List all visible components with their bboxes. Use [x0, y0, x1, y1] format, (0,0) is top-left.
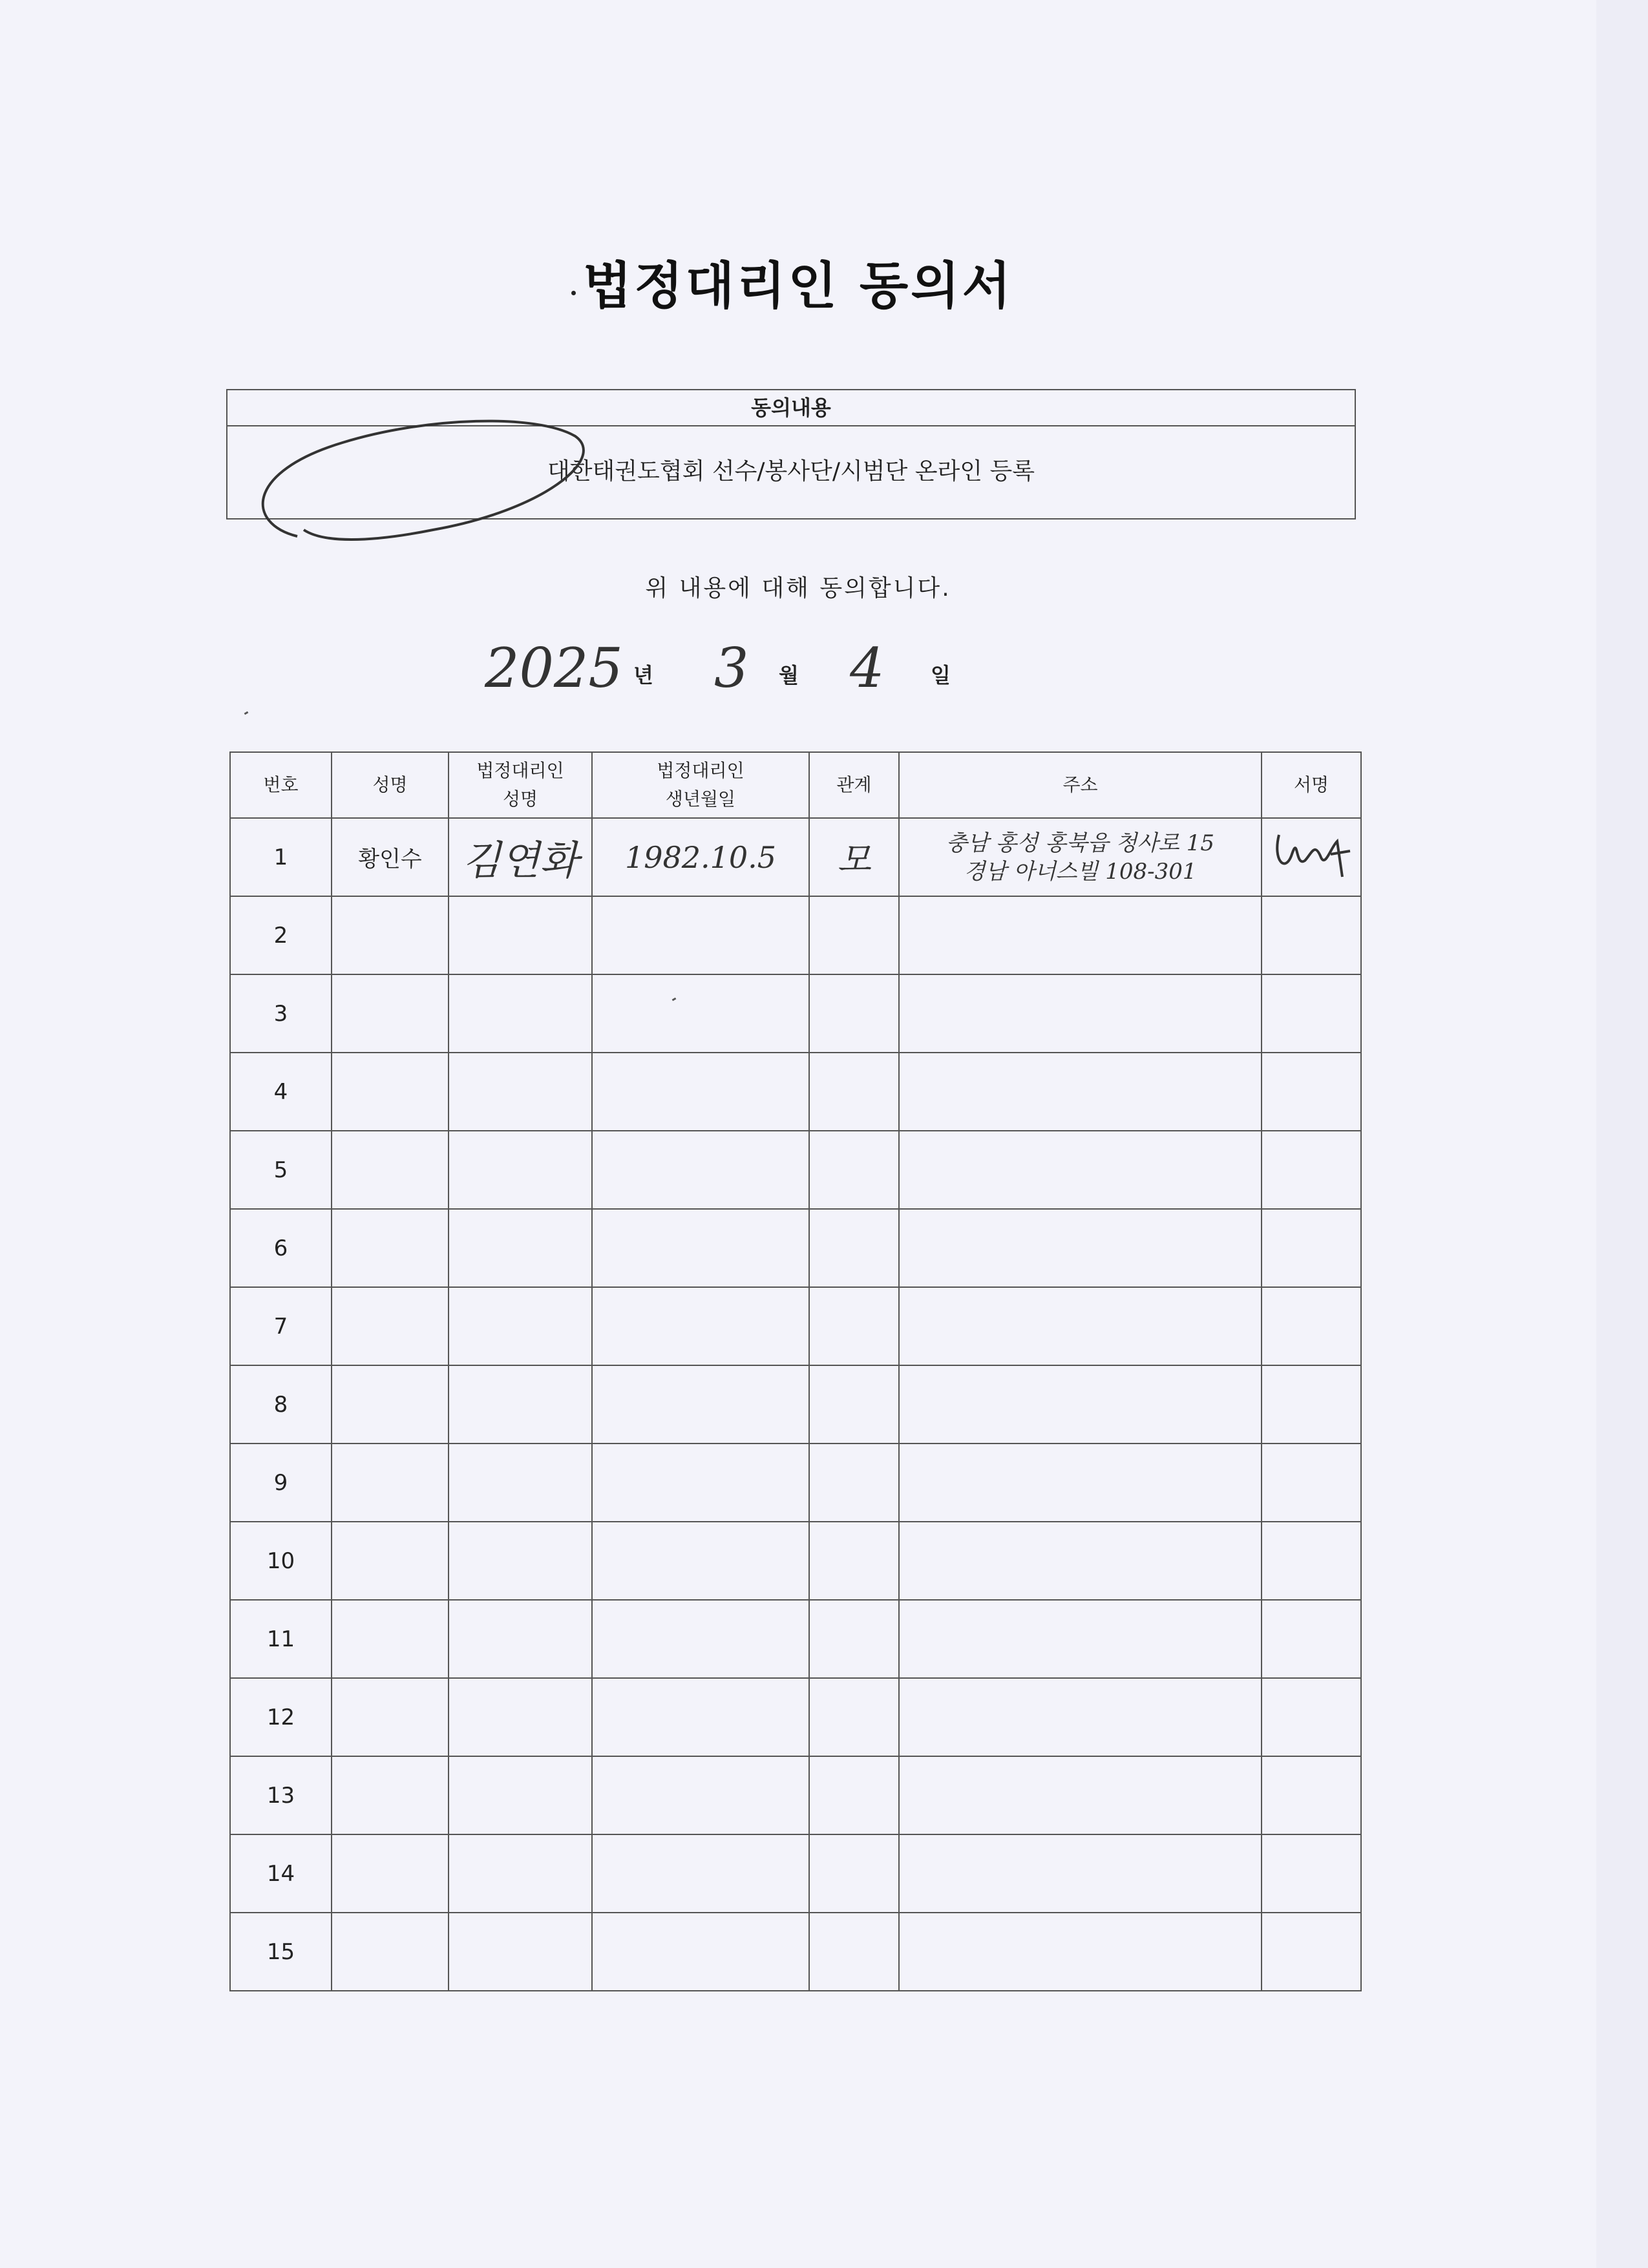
table-row: [230, 1131, 1361, 1209]
consent-content: 대한태권도협회 선수/봉사단/시범단 온라인 등록: [547, 458, 1035, 485]
cell-guardian-birth: [592, 1287, 809, 1365]
cell-address: [899, 1678, 1262, 1756]
cell-name: [332, 1365, 449, 1444]
cell-sign: [1262, 1913, 1361, 1991]
cell-sign: [1262, 1522, 1361, 1600]
cell-no: 1: [230, 818, 332, 896]
cell-no: 5: [230, 1131, 332, 1209]
cell-relation: 모: [809, 818, 899, 896]
cell-guardian-birth: [592, 1834, 809, 1913]
cell-address: [899, 1209, 1262, 1287]
cell-name: [332, 1287, 449, 1365]
cell-relation: [809, 1600, 899, 1678]
cell-guardian-birth: [592, 1444, 809, 1522]
page-title: 법정대리인 동의서: [583, 257, 1013, 315]
cell-relation: [809, 974, 899, 1053]
cell-sign: [1262, 1131, 1361, 1209]
cell-sign: [1262, 1600, 1361, 1678]
header-address: 주소: [899, 752, 1262, 818]
cell-no: 14: [230, 1834, 332, 1913]
table-row: [230, 1600, 1361, 1678]
date-year-label: 년: [633, 663, 653, 688]
cell-sign: [1262, 896, 1361, 974]
cell-no: 3: [230, 974, 332, 1053]
cell-sign: [1262, 1365, 1361, 1444]
cell-guardian-birth: [592, 1913, 809, 1991]
cell-address: [899, 1365, 1262, 1444]
table-row: [230, 1756, 1361, 1834]
cell-guardian-birth: [592, 1600, 809, 1678]
cell-guardian-birth: [592, 1678, 809, 1756]
cell-no: 12: [230, 1678, 332, 1756]
cell-name: [332, 974, 449, 1053]
table-row: [230, 1522, 1361, 1600]
cell-address: [899, 1444, 1262, 1522]
cell-name: [332, 1209, 449, 1287]
cell-name: 황인수: [332, 818, 449, 896]
table-row: [230, 1209, 1361, 1287]
registration-table: [229, 751, 1362, 1991]
cell-name: [332, 1834, 449, 1913]
cell-guardian-name: [449, 974, 592, 1053]
cell-no: 7: [230, 1287, 332, 1365]
cell-no: 13: [230, 1756, 332, 1834]
cell-guardian-name: [449, 1287, 592, 1365]
cell-guardian-name: [449, 1209, 592, 1287]
cell-relation: [809, 1678, 899, 1756]
cell-guardian-birth: [592, 974, 809, 1053]
table-header-row: [230, 752, 1361, 818]
consent-header: 동의내용: [227, 390, 1355, 426]
cell-address: [899, 1600, 1262, 1678]
cell-relation: [809, 1209, 899, 1287]
table-row: [230, 1678, 1361, 1756]
header-guardian-name: [449, 752, 592, 818]
cell-name: [332, 1600, 449, 1678]
cell-no: 15: [230, 1913, 332, 1991]
cell-relation: [809, 1444, 899, 1522]
header-guardian-name-line2: 성명: [502, 788, 538, 810]
cell-no: 4: [230, 1053, 332, 1131]
cell-sign: [1262, 1756, 1361, 1834]
table-row: [230, 1287, 1361, 1365]
table-row: [230, 1913, 1361, 1991]
cell-guardian-birth: [592, 1209, 809, 1287]
table-row: [230, 1834, 1361, 1913]
cell-guardian-name: [449, 1600, 592, 1678]
cell-name: [332, 1522, 449, 1600]
cell-relation: [809, 1287, 899, 1365]
cell-no: 6: [230, 1209, 332, 1287]
cell-sign: [1262, 1053, 1361, 1131]
cell-relation: [809, 1131, 899, 1209]
cell-relation: [809, 1756, 899, 1834]
cell-guardian-birth: [592, 1131, 809, 1209]
cell-sign: [1262, 1287, 1361, 1365]
handwritten-signature: [1266, 822, 1357, 887]
cell-no: 9: [230, 1444, 332, 1522]
cell-guardian-name: [449, 1522, 592, 1600]
cell-relation: [809, 1522, 899, 1600]
cell-relation: [809, 1913, 899, 1991]
cell-address: [899, 1287, 1262, 1365]
header-relation: 관계: [809, 752, 899, 818]
cell-sign: [1262, 1834, 1361, 1913]
cell-guardian-name: [449, 1678, 592, 1756]
cell-name: [332, 1913, 449, 1991]
table-row: [230, 1053, 1361, 1131]
cell-address: [899, 1913, 1262, 1991]
header-guardian-birth-line2: 생년월일: [665, 788, 736, 810]
cell-no: 11: [230, 1600, 332, 1678]
cell-address: [899, 1053, 1262, 1131]
table-row: [230, 818, 1361, 896]
cell-relation: [809, 1053, 899, 1131]
cell-address: [899, 818, 1262, 896]
cell-address: [899, 1522, 1262, 1600]
cell-guardian-name: [449, 1131, 592, 1209]
header-guardian-birth: [592, 752, 809, 818]
cell-guardian-birth: [592, 1365, 809, 1444]
cell-no: 10: [230, 1522, 332, 1600]
cell-relation: [809, 1834, 899, 1913]
cell-address: [899, 896, 1262, 974]
date-day-label: 일: [931, 663, 951, 688]
cell-name: [332, 1678, 449, 1756]
cell-name: [332, 896, 449, 974]
cell-guardian-birth: 1982.10.5: [592, 818, 809, 896]
header-no: 번호: [230, 752, 332, 818]
cell-guardian-name: [449, 1365, 592, 1444]
date-year: 2025: [485, 636, 623, 700]
cell-no: 8: [230, 1365, 332, 1444]
cell-sign: [1262, 974, 1361, 1053]
header-sign: 서명: [1262, 752, 1361, 818]
table-row: [230, 1444, 1361, 1522]
cell-guardian-name: [449, 896, 592, 974]
cell-address: [899, 1834, 1262, 1913]
address-line2: 경남 아너스빌 108-301: [964, 858, 1197, 885]
cell-guardian-name: 김연화: [449, 818, 592, 896]
cell-name: [332, 1131, 449, 1209]
cell-sign: [1262, 1444, 1361, 1522]
cell-guardian-name: [449, 1834, 592, 1913]
cell-guardian-birth: [592, 896, 809, 974]
cell-name: [332, 1053, 449, 1131]
cell-guardian-birth: [592, 1522, 809, 1600]
cell-name: [332, 1756, 449, 1834]
cell-address: [899, 1131, 1262, 1209]
table-row: [230, 1365, 1361, 1444]
header-guardian-birth-line1: 법정대리인: [657, 760, 745, 781]
cell-sign: [1262, 1678, 1361, 1756]
cell-guardian-name: [449, 1913, 592, 1991]
header-name: 성명: [332, 752, 449, 818]
cell-guardian-birth: [592, 1053, 809, 1131]
header-guardian-name-line1: 법정대리인: [476, 760, 564, 781]
cell-address: [899, 974, 1262, 1053]
cell-name: [332, 1444, 449, 1522]
address-line1: 충남 홍성 홍북읍 청사로 15: [946, 830, 1214, 856]
date-day: 4: [850, 636, 885, 700]
cell-guardian-name: [449, 1444, 592, 1522]
cell-relation: [809, 1365, 899, 1444]
agree-statement: 위 내용에 대해 동의합니다.: [645, 575, 951, 602]
handdrawn-oval: [239, 414, 743, 549]
cell-relation: [809, 896, 899, 974]
cell-guardian-birth: [592, 1756, 809, 1834]
table-row: [230, 974, 1361, 1053]
cell-no: 2: [230, 896, 332, 974]
cell-guardian-name: [449, 1053, 592, 1131]
cell-guardian-name: [449, 1756, 592, 1834]
date-month: 3: [714, 636, 749, 700]
cell-sign: [1262, 1209, 1361, 1287]
cell-sign: [1262, 818, 1361, 896]
date-month-label: 월: [779, 663, 799, 688]
cell-address: [899, 1756, 1262, 1834]
table-row: [230, 896, 1361, 974]
